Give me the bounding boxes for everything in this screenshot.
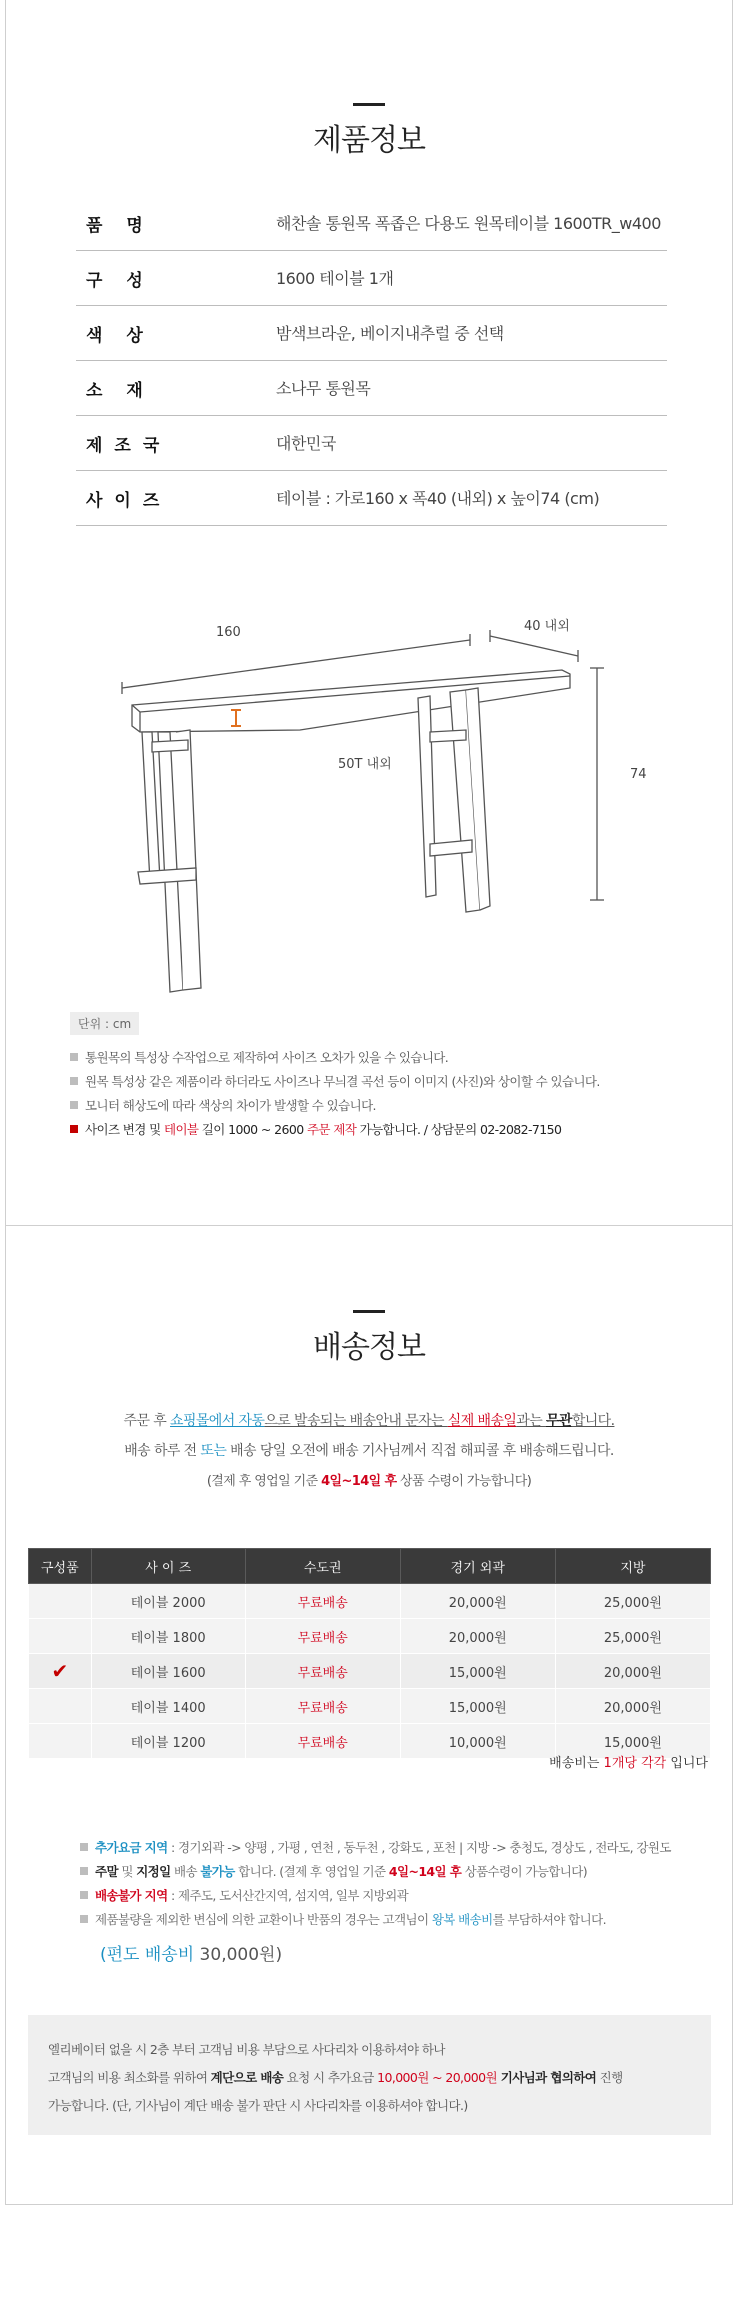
- spec-value: 소나무 통원목: [276, 379, 371, 398]
- shipping-fee-note: 배송비는 1개당 각각 입니다: [549, 1756, 708, 1771]
- spec-label: 제조국: [86, 436, 172, 456]
- product-info-title: 제품정보: [313, 123, 425, 158]
- spec-row-name: [76, 195, 667, 251]
- shipping-intro-line-3: (결제 후 영업일 기준 4일~14일 후 상품 수령이 가능합니다): [206, 1474, 532, 1489]
- undeliverable-region-note: 배송불가 지역 : 제주도, 도서산간지역, 섬지역, 일부 지방외곽: [80, 1886, 408, 1904]
- shipping-intro-line-2: 배송 하루 전 또는 배송 당일 오전에 배송 기사님께서 직접 해피콜 후 배송해드립니다.: [124, 1443, 614, 1459]
- unit-badge: 단위 : cm: [70, 1012, 139, 1035]
- selection-cell: [29, 1689, 92, 1724]
- spec-value: 해찬솔 통원목 폭좁은 다용도 원목테이블 1600TR_w400: [276, 214, 661, 233]
- spec-row-origin: [76, 415, 667, 471]
- stair-note-line-2: 고객님의 비용 최소화를 위하여 계단으로 배송 요청 시 추가요금 10,000원 ~ 20,000원 기사님과 협의하여 진행: [48, 2070, 623, 2085]
- selection-cell: [29, 1724, 92, 1759]
- surcharge-region-note: 추가요금 지역 : 경기외곽 -> 양평 , 가평 , 연천 , 동두천 , 강화도 , 포천 | 지방 -> 충청도, 경상도 , 전라도, 강원도: [80, 1838, 671, 1856]
- spec-value: 테이블 : 가로160 x 폭40 (내외) x 높이74 (cm): [276, 489, 600, 508]
- bullet-square: [70, 1101, 78, 1109]
- capital-fee-cell: 무료배송: [245, 1724, 400, 1759]
- capital-fee-cell: 무료배송: [245, 1654, 400, 1689]
- bullet-square: [80, 1891, 88, 1899]
- table-row: [29, 1584, 711, 1619]
- section-divider: [5, 1225, 733, 1226]
- width-label: 160: [216, 625, 241, 640]
- gyeonggi-fee-cell: 20,000원: [400, 1619, 555, 1654]
- shipping-fee-table: [28, 1548, 711, 1759]
- size-cell: 테이블 1600: [91, 1654, 245, 1689]
- note-item: 통원목의 특성상 수작업으로 제작하여 사이즈 오차가 있을 수 있습니다.: [70, 1048, 448, 1066]
- spec-label: 품명: [86, 216, 167, 236]
- custom-order-note: 사이즈 변경 및 테이블 길이 1000 ~ 2600 주문 제작 가능합니다. / 상담문의 02-2082-7150: [70, 1120, 561, 1138]
- column-header: 경기 외곽: [400, 1549, 555, 1584]
- title-accent-bar: [353, 1310, 385, 1313]
- shipping-info-title: 배송정보: [313, 1330, 425, 1365]
- title-accent-bar: [353, 103, 385, 106]
- column-header: 구성품: [29, 1549, 92, 1584]
- bullet-square: [80, 1867, 88, 1875]
- spec-value: 밤색브라운, 베이지내추럴 중 선택: [276, 324, 504, 343]
- size-cell: 테이블 1400: [91, 1689, 245, 1724]
- bullet-square: [70, 1077, 78, 1085]
- gyeonggi-fee-cell: 10,000원: [400, 1724, 555, 1759]
- size-cell: 테이블 1800: [91, 1619, 245, 1654]
- column-header: 사 이 즈: [91, 1549, 245, 1584]
- spec-row-material: [76, 360, 667, 416]
- size-cell: 테이블 1200: [91, 1724, 245, 1759]
- selection-cell: [29, 1654, 92, 1689]
- spec-label: 색상: [86, 326, 167, 346]
- table-row: [29, 1689, 711, 1724]
- stair-note-line-1: 엘리베이터 없을 시 2층 부터 고객님 비용 부담으로 사다리차 이용하셔야 하나: [48, 2042, 445, 2057]
- spec-row-size: [76, 470, 667, 526]
- spec-value: 대한민국: [276, 434, 336, 453]
- spec-value: 1600 테이블 1개: [276, 269, 394, 288]
- capital-fee-cell: 무료배송: [245, 1689, 400, 1724]
- stair-note-line-3: 가능합니다. (단, 기사님이 계단 배송 불가 판단 시 사다리차를 이용하셔야 합니다.): [48, 2098, 468, 2113]
- table-dimension-diagram: [100, 600, 660, 1000]
- gyeonggi-fee-cell: 15,000원: [400, 1689, 555, 1724]
- table-row: [29, 1619, 711, 1654]
- return-fee-note: 제품불량을 제외한 변심에 의한 교환이나 반품의 경우는 고객님이 왕복 배송비를 부담하셔야 합니다.: [80, 1910, 606, 1928]
- shipping-intro-line-1: 주문 후 쇼핑몰에서 자동으로 발송되는 배송안내 문자는 실제 배송일과는 무관합니다.: [123, 1413, 615, 1429]
- spec-label: 사이즈: [86, 491, 172, 511]
- thickness-label: 50T 내외: [338, 757, 392, 772]
- gyeonggi-fee-cell: 20,000원: [400, 1584, 555, 1619]
- size-cell: 테이블 2000: [91, 1584, 245, 1619]
- local-fee-cell: 20,000원: [555, 1654, 710, 1689]
- bullet-square: [80, 1843, 88, 1851]
- bullet-square: [70, 1053, 78, 1061]
- local-fee-cell: 15,000원: [555, 1724, 710, 1759]
- gyeonggi-fee-cell: 15,000원: [400, 1654, 555, 1689]
- capital-fee-cell: 무료배송: [245, 1619, 400, 1654]
- height-label: 74: [630, 767, 647, 782]
- spec-row-color: [76, 305, 667, 361]
- table-row-selected: [29, 1654, 711, 1689]
- note-item: 모니터 해상도에 따라 색상의 차이가 발생할 수 있습니다.: [70, 1096, 376, 1114]
- note-item: 원목 특성상 같은 제품이라 하더라도 사이즈나 무늬결 곡선 등이 이미지 (사진)와 상이할 수 있습니다.: [70, 1072, 600, 1090]
- weekend-delivery-note: 주말 및 지정일 배송 불가능 합니다. (결제 후 영업일 기준 4일~14일 후 상품수령이 가능합니다): [80, 1862, 587, 1880]
- selection-cell: [29, 1584, 92, 1619]
- one-way-fee-note: (편도 배송비 30,000원): [100, 1945, 283, 1965]
- local-fee-cell: 25,000원: [555, 1619, 710, 1654]
- spec-label: 구성: [86, 271, 167, 291]
- bullet-square: [80, 1915, 88, 1923]
- column-header: 수도권: [245, 1549, 400, 1584]
- local-fee-cell: 20,000원: [555, 1689, 710, 1724]
- bullet-square: [70, 1125, 78, 1133]
- column-header: 지방: [555, 1549, 710, 1584]
- spec-label: 소재: [86, 381, 167, 401]
- capital-fee-cell: 무료배송: [245, 1584, 400, 1619]
- local-fee-cell: 25,000원: [555, 1584, 710, 1619]
- selection-cell: [29, 1619, 92, 1654]
- spec-row-composition: [76, 250, 667, 306]
- checkmark-icon: ✔: [51, 1659, 69, 1683]
- depth-label: 40 내외: [524, 619, 570, 634]
